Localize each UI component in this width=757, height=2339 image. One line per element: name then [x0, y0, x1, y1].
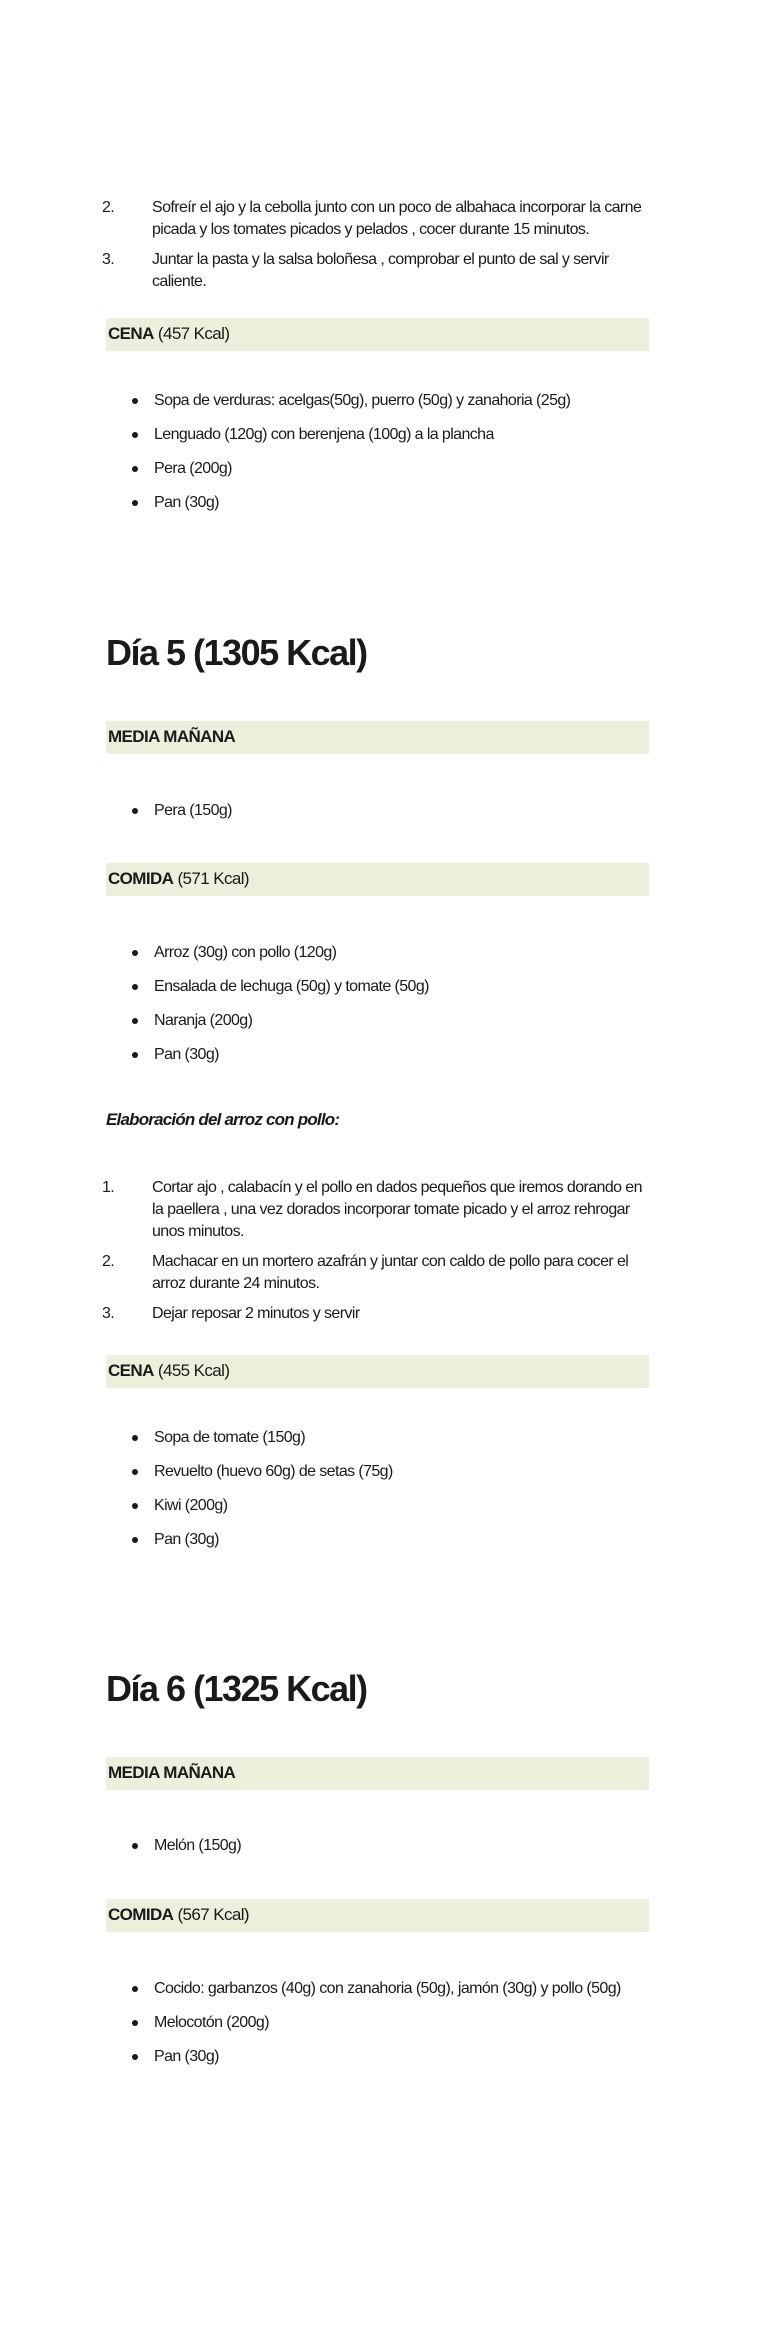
list-item: Cocido: garbanzos (40g) con zanahoria (50g), jamón (30g) y pollo (50g)	[130, 1978, 621, 2012]
media-manana-header-bar	[106, 1757, 649, 1790]
day4-steps	[102, 197, 648, 301]
cena-heading: CENA (457 Kcal)	[108, 324, 230, 343]
list-item: Pan (30g)	[130, 1044, 429, 1078]
media-manana-heading: MEDIA MAÑANA	[108, 727, 236, 746]
list-item: Naranja (200g)	[130, 1010, 429, 1044]
comida-header-bar	[106, 863, 649, 896]
step-item: 3. Juntar la pasta y la salsa boloñesa , comprobar el punto de sal y servir caliente.	[102, 251, 609, 290]
cena-header-bar	[106, 318, 649, 351]
day4-cena-list	[130, 390, 570, 526]
list-item: Ensalada de lechuga (50g) y tomate (50g)	[130, 976, 429, 1010]
list-item: Sopa de tomate (150g)	[130, 1427, 393, 1461]
day6-media-manana-list	[130, 1835, 241, 1869]
day6-title: Día 6 (1325 Kcal)	[106, 1668, 367, 1709]
list-item: Revuelto (huevo 60g) de setas (75g)	[130, 1461, 393, 1495]
step-item: 2. Machacar en un mortero azafrán y juntar con caldo de pollo para cocer el arroz durante 24 minutos.	[102, 1253, 629, 1292]
list-item: Kiwi (200g)	[130, 1495, 393, 1529]
comida-header-bar	[106, 1899, 649, 1932]
day5-title: Día 5 (1305 Kcal)	[106, 632, 367, 673]
day5-media-manana-list	[130, 800, 232, 834]
list-item: Melón (150g)	[130, 1835, 241, 1869]
list-item: Melocotón (200g)	[130, 2012, 621, 2046]
list-item: Pera (150g)	[130, 800, 232, 834]
list-item: Arroz (30g) con pollo (120g)	[130, 942, 429, 976]
comida-heading: COMIDA (567 Kcal)	[108, 1905, 249, 1924]
media-manana-header-bar	[106, 721, 649, 754]
elaboracion-title: Elaboración del arroz con pollo:	[106, 1110, 340, 1129]
media-manana-heading: MEDIA MAÑANA	[108, 1763, 236, 1782]
list-item: Sopa de verduras: acelgas(50g), puerro (50g) y zanahoria (25g)	[130, 390, 570, 424]
cena-heading: CENA (455 Kcal)	[108, 1361, 230, 1380]
cena-header-bar	[106, 1355, 649, 1388]
list-item: Pan (30g)	[130, 2046, 621, 2080]
day5-steps	[102, 1177, 648, 1333]
comida-heading: COMIDA (571 Kcal)	[108, 869, 249, 888]
list-item: Pera (200g)	[130, 458, 570, 492]
list-item: Pan (30g)	[130, 1529, 393, 1563]
day6-comida-list	[130, 1978, 621, 2080]
step-item: 3. Dejar reposar 2 minutos y servir	[102, 1305, 360, 1322]
step-item: 1. Cortar ajo , calabacín y el pollo en dados pequeños que iremos dorando en la paellera , una vez dorados incorporar tomate picado y el arroz rehrogar unos minutos.	[102, 1179, 642, 1240]
day5-comida-list	[130, 942, 429, 1078]
day5-cena-list	[130, 1427, 393, 1563]
list-item: Lenguado (120g) con berenjena (100g) a la plancha	[130, 424, 570, 458]
step-item: 2. Sofreír el ajo y la cebolla junto con un poco de albahaca incorporar la carne picada y los tomates picados y pelados , cocer durante 15 minutos.	[102, 199, 642, 238]
list-item: Pan (30g)	[130, 492, 570, 526]
